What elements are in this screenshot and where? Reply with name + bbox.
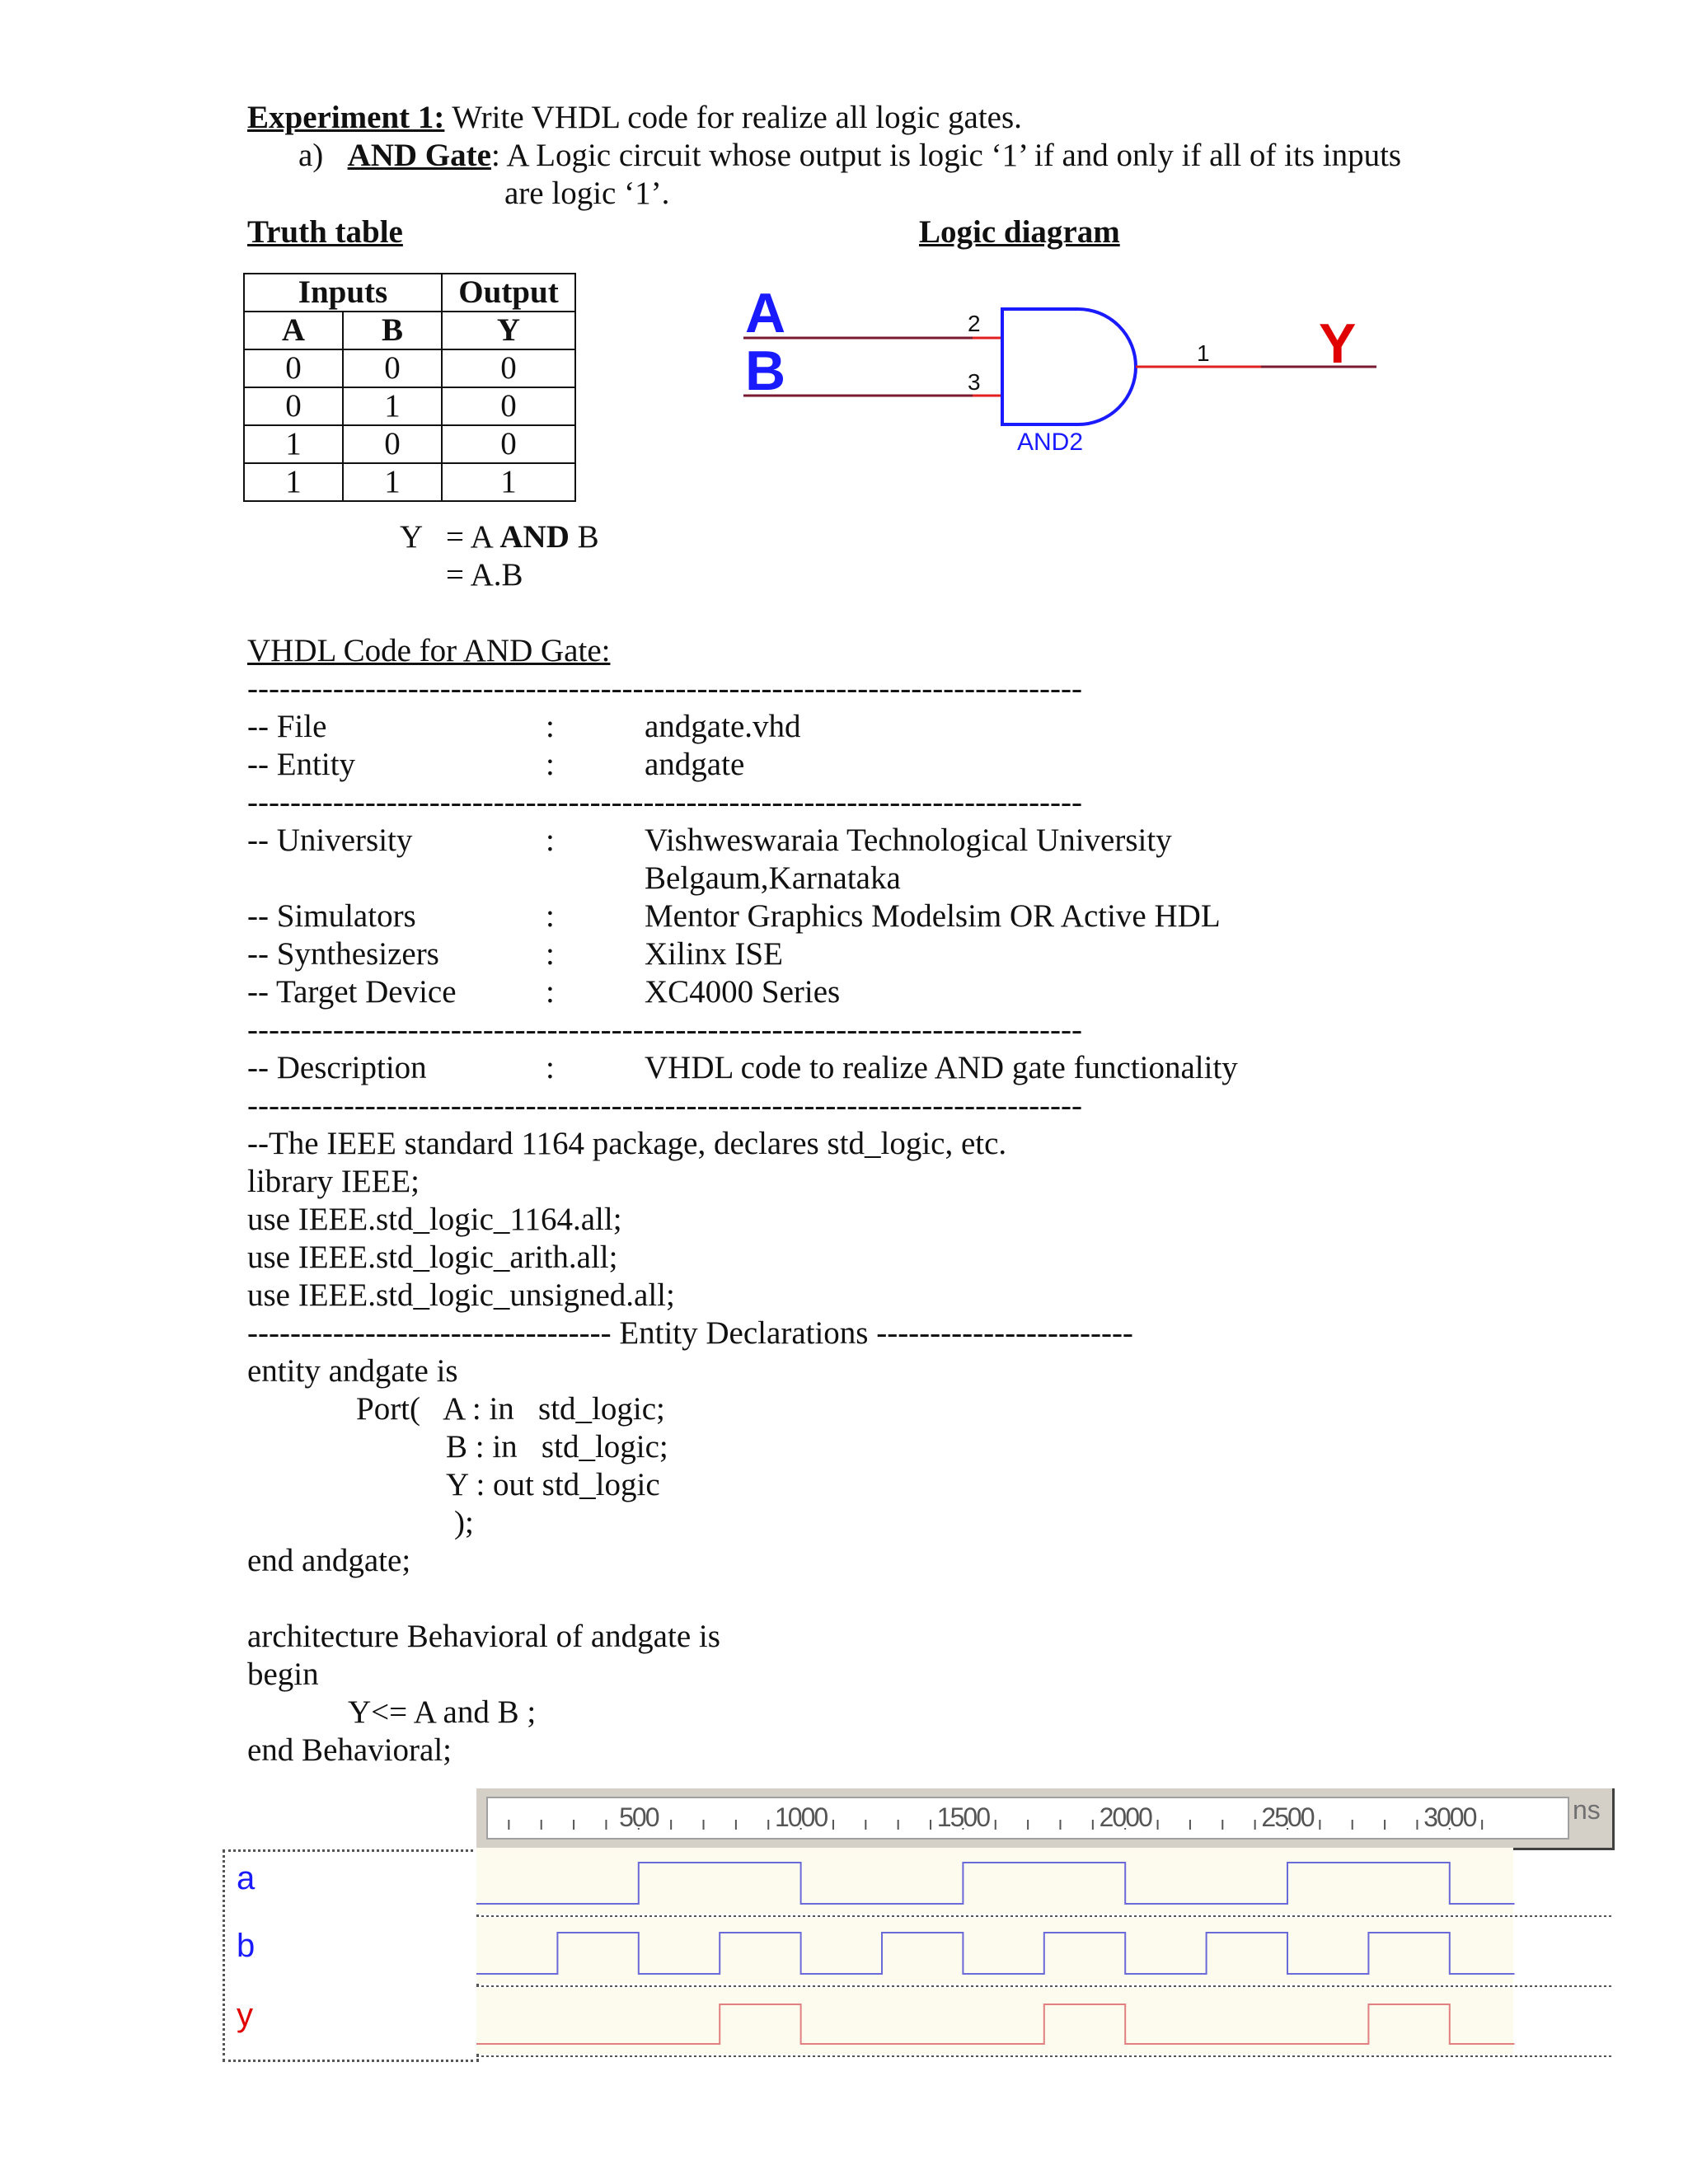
code-entity-end: end andgate; <box>247 1543 411 1578</box>
code-architecture-end: end Behavioral; <box>247 1732 452 1768</box>
waveform-plot <box>476 1788 1614 2060</box>
signal-label-y[interactable]: y <box>237 1997 253 2033</box>
code-port-1: Port( A : in std_logic; <box>356 1391 665 1427</box>
code-entity-separator: ---------------------------------- Entity Declarations ------------------------ <box>247 1315 1133 1351</box>
table-cell: 0 <box>442 349 575 387</box>
experiment-label: Experiment 1: <box>247 100 445 135</box>
table-cell: 1 <box>244 463 343 501</box>
logic-diagram <box>725 280 1401 470</box>
table-cell: 0 <box>244 387 343 425</box>
time-unit-label: ns <box>1573 1795 1601 1825</box>
meta-colon: : <box>546 747 555 782</box>
truth-table-group-row <box>244 274 575 312</box>
pin-2-label: 2 <box>968 311 981 336</box>
meta-colon: : <box>546 709 555 744</box>
input-a-label: A <box>745 282 786 344</box>
input-b-label: B <box>745 340 786 402</box>
item-marker: a) <box>298 138 324 173</box>
separator-line: ------------------------------------------------------------------------------ <box>247 671 1083 706</box>
table-cell: 1 <box>244 425 343 463</box>
experiment-title-line <box>247 99 1022 137</box>
meta-key-university: -- University <box>247 823 413 858</box>
gate-name: AND Gate <box>347 138 491 173</box>
code-heading: VHDL Code for AND Gate: <box>247 633 611 668</box>
code-port-close: ); <box>454 1505 474 1540</box>
code-port-2: B : in std_logic; <box>446 1429 668 1465</box>
meta-value-university: Vishweswaraia Technological University <box>645 823 1172 858</box>
meta-key-synthesizers: -- Synthesizers <box>247 936 439 972</box>
column-header-a: A <box>244 312 343 349</box>
equation-suffix: B <box>569 519 599 555</box>
meta-value-description: VHDL code to realize AND gate functionality <box>645 1050 1238 1085</box>
pin-3-label: 3 <box>968 369 981 395</box>
inputs-header: Inputs <box>244 274 442 312</box>
table-cell: 1 <box>343 463 442 501</box>
ruler-tick-label: 1000 <box>775 1802 828 1832</box>
meta-value-target-device: XC4000 Series <box>645 974 841 1010</box>
experiment-title: Write VHDL code for realize all logic gates. <box>444 100 1022 135</box>
definition-line-2: are logic ‘1’. <box>504 176 670 211</box>
code-use-unsigned: use IEEE.std_logic_unsigned.all; <box>247 1277 675 1313</box>
table-cell: 1 <box>442 463 575 501</box>
meta-value-simulators: Mentor Graphics Modelsim OR Active HDL <box>645 898 1221 934</box>
code-architecture-start: architecture Behavioral of andgate is <box>247 1619 720 1654</box>
logic-diagram-heading: Logic diagram <box>919 214 1120 250</box>
table-row <box>244 349 575 387</box>
table-cell: 0 <box>442 425 575 463</box>
ruler-tick-label: 3000 <box>1423 1802 1476 1832</box>
equation-operator: AND <box>499 519 570 555</box>
meta-key-description: -- Description <box>247 1050 427 1085</box>
table-row <box>244 387 575 425</box>
equation-prefix: = A <box>446 519 500 555</box>
table-cell: 0 <box>244 349 343 387</box>
separator-line: ------------------------------------------------------------------------------ <box>247 1012 1083 1047</box>
output-y-label: Y <box>1319 312 1357 375</box>
ruler-tick-label: 2500 <box>1261 1802 1314 1832</box>
meta-value-file: andgate.vhd <box>645 709 801 744</box>
meta-colon: : <box>546 936 555 972</box>
code-use-arith: use IEEE.std_logic_arith.all; <box>247 1240 618 1275</box>
table-row <box>244 463 575 501</box>
separator-line: ------------------------------------------------------------------------------ <box>247 1088 1083 1123</box>
signal-label-b[interactable]: b <box>237 1928 256 1964</box>
and-gate-symbol <box>1002 309 1136 424</box>
meta-colon: : <box>546 974 555 1010</box>
meta-colon: : <box>546 898 555 934</box>
code-begin: begin <box>247 1657 319 1692</box>
code-assignment: Y<= A and B ; <box>348 1694 537 1730</box>
meta-value-entity: andgate <box>645 747 745 782</box>
meta-key-entity: -- Entity <box>247 747 356 782</box>
definition-line-1 <box>298 137 1401 175</box>
meta-key-file: -- File <box>247 709 327 744</box>
table-cell: 0 <box>343 349 442 387</box>
code-library: library IEEE; <box>247 1164 420 1199</box>
truth-table-heading: Truth table <box>247 214 403 250</box>
ruler-tick-label: 500 <box>619 1802 659 1832</box>
equation-y: Y <box>400 519 424 555</box>
code-port-3: Y : out std_logic <box>446 1467 660 1502</box>
code-entity-start: entity andgate is <box>247 1353 458 1389</box>
code-comment-ieee: --The IEEE standard 1164 package, declares std_logic, etc. <box>247 1126 1007 1161</box>
column-header-b: B <box>343 312 442 349</box>
equation-line-2: = A.B <box>446 557 523 593</box>
meta-key-simulators: -- Simulators <box>247 898 416 934</box>
ruler-tick-label: 2000 <box>1099 1802 1151 1832</box>
equation-line-1 <box>446 518 599 556</box>
gate-type-label: AND2 <box>1017 429 1084 456</box>
meta-key-target-device: -- Target Device <box>247 974 457 1010</box>
meta-value-synthesizers: Xilinx ISE <box>645 936 783 972</box>
ruler-tick-label: 1500 <box>936 1802 989 1832</box>
table-row <box>244 425 575 463</box>
separator-line: ------------------------------------------------------------------------------ <box>247 785 1083 820</box>
meta-value-university-location: Belgaum,Karnataka <box>645 860 901 896</box>
meta-colon: : <box>546 1050 555 1085</box>
table-cell: 0 <box>343 425 442 463</box>
signal-name-panel <box>223 1849 479 2062</box>
signal-label-a[interactable]: a <box>237 1860 256 1896</box>
table-cell: 1 <box>343 387 442 425</box>
table-cell: 0 <box>442 387 575 425</box>
pin-1-label: 1 <box>1197 340 1210 366</box>
code-use-1164: use IEEE.std_logic_1164.all; <box>247 1202 622 1237</box>
column-header-y: Y <box>442 312 575 349</box>
truth-table <box>243 273 576 502</box>
meta-colon: : <box>546 823 555 858</box>
output-header: Output <box>442 274 575 312</box>
truth-table-column-row <box>244 312 575 349</box>
definition-text-1: : A Logic circuit whose output is logic ‘1’ if and only if all of its inputs <box>490 138 1402 173</box>
